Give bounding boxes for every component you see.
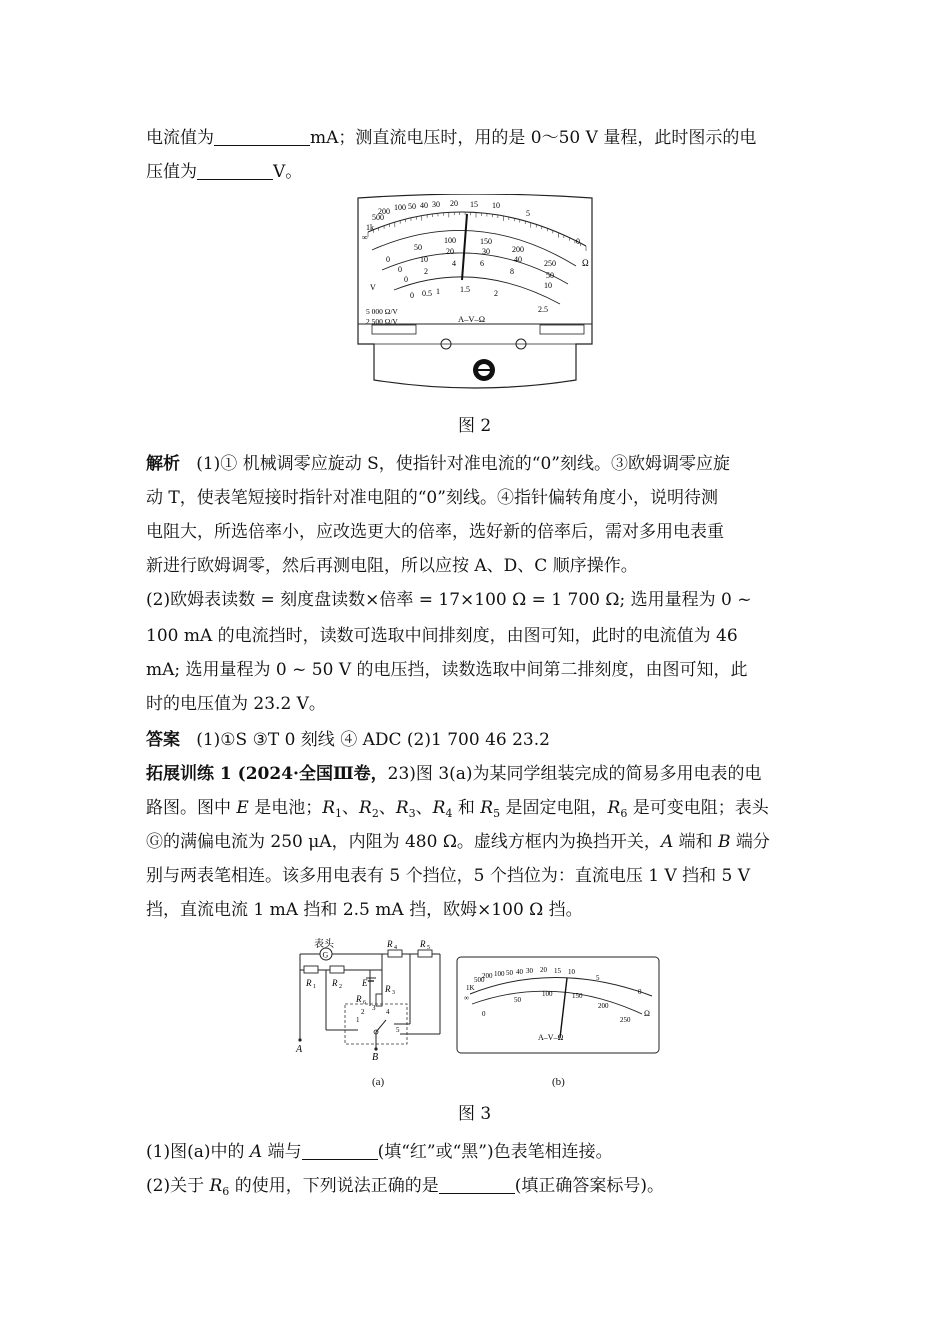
text-line <box>146 126 806 150</box>
svg-text:100: 100 <box>542 990 553 998</box>
terminal-a-label: A <box>296 1044 303 1055</box>
ohm-scale-label: 40 <box>420 201 428 210</box>
svg-text:R: R <box>387 939 393 949</box>
spec-label: 2 500 Ω/V <box>366 317 398 326</box>
scale-label: 30 <box>482 247 490 256</box>
text: 动 T，使表笔短接时指针对准电阻的“0”刻线。④指针偏转角度小，说明待测 <box>146 488 718 508</box>
text-line: 路图。图中 E 是电池；$R_1$、$R_2$、$R_3$、$R_4$ 和 $R_5$ 是固定电阻，$R_6$ 是可变电阻；表头 <box>146 798 769 820</box>
svg-text:2: 2 <box>361 1008 365 1016</box>
svg-text:1K: 1K <box>466 984 475 992</box>
subfigure-caption: (b) <box>552 1076 565 1088</box>
scale-label: 0 <box>404 275 408 284</box>
answer-label: 答案 <box>146 730 180 750</box>
resistor-r4 <box>388 950 402 957</box>
svg-text:5: 5 <box>596 974 600 982</box>
infinity-label: ∞ <box>362 233 368 242</box>
ohm-symbol: Ω <box>582 258 589 268</box>
answer-blank <box>197 161 273 180</box>
text: mA；测直流电压时，用的是 0～50 V 量程，此时图示的电 <box>310 128 757 148</box>
svg-text:3: 3 <box>372 1004 376 1012</box>
ohm-scale-label: 50 <box>408 202 416 211</box>
resistor-r2 <box>330 966 344 973</box>
svg-text:15: 15 <box>554 967 561 975</box>
svg-text:4: 4 <box>386 1008 390 1016</box>
svg-text:3: 3 <box>392 990 395 996</box>
text: 时的电压值为 23.2 V。 <box>146 694 326 714</box>
text: 新进行欧姆调零，然后再测电阻，所以应按 A、D、C 顺序操作。 <box>146 556 638 576</box>
svg-text:1: 1 <box>356 1016 360 1024</box>
text-line <box>146 624 806 648</box>
scale-label: 8 <box>510 267 514 276</box>
svg-text:6: 6 <box>363 1000 366 1006</box>
text: V。 <box>273 162 303 182</box>
meter-label: A–V–Ω <box>538 1033 564 1042</box>
svg-text:R: R <box>332 978 338 988</box>
answer-blank <box>439 1175 515 1194</box>
v-label: V <box>370 283 376 292</box>
svg-text:30: 30 <box>526 967 533 975</box>
ohm-scale-label: 0 <box>576 237 580 246</box>
figure-caption: 图 3 <box>458 1104 492 1124</box>
svg-text:5: 5 <box>427 945 430 951</box>
scale-label: 2 <box>424 267 428 276</box>
text-line <box>146 452 806 476</box>
ohm-scale-label: 15 <box>470 200 478 209</box>
spec-label: 5 000 Ω/V <box>366 307 398 316</box>
text: 别与两表笔相连。该多用电表有 5 个挡位，5 个挡位为：直流电压 1 V 挡和 5 V <box>146 866 751 886</box>
text-line <box>146 864 806 888</box>
svg-text:R: R <box>385 984 391 994</box>
multimeter-dial-figure <box>350 194 600 396</box>
question-1: (1)图(a)中的 A 端与 (填“红”或“黑”)色表笔相连接。 <box>146 1142 613 1162</box>
scale-label: 4 <box>452 259 456 268</box>
ohm-scale-label: 100 <box>394 203 406 212</box>
text-line <box>146 486 806 510</box>
svg-text:200: 200 <box>598 1002 609 1010</box>
text: 压值为 <box>146 162 197 182</box>
text: mA; 选用量程为 0 ~ 50 V 的电压挡，读数选取中间第二排刻度，由图可知，此 <box>146 660 748 680</box>
text-line <box>146 588 806 612</box>
scale-label: 1 <box>436 287 440 296</box>
scale-label: 40 <box>514 255 522 264</box>
scale-label: 50 <box>546 271 554 280</box>
ohm-scale-label: 500 <box>372 213 384 222</box>
text: 100 mA 的电流挡时，读数可选取中间排刻度，由图可知，此时的电流值为 46 <box>146 626 738 646</box>
meter-label: A–V–Ω <box>458 314 486 324</box>
question-2: (2)关于 $R_6$ 的使用，下列说法正确的是 (填正确答案标号)。 <box>146 1176 664 1198</box>
ohm-scale-label: 5 <box>526 209 530 218</box>
text: 电流值为 <box>146 128 214 148</box>
scale-label: 0 <box>410 291 414 300</box>
resistor-r1 <box>304 966 318 973</box>
text-line <box>146 898 806 922</box>
svg-text:100: 100 <box>494 970 505 978</box>
ohm-scale-label: 10 <box>492 201 500 210</box>
scale-label: 250 <box>544 259 556 268</box>
battery-label: E <box>362 978 368 988</box>
scale-label: 2 <box>494 289 498 298</box>
svg-text:R: R <box>356 994 362 1004</box>
svg-text:∞: ∞ <box>464 994 469 1002</box>
text: 23)图 3(a)为某同学组装完成的简易多用电表的电 <box>387 764 762 784</box>
svg-text:Ω: Ω <box>644 1009 650 1018</box>
text-line <box>146 728 806 752</box>
resistor-r5 <box>418 950 432 957</box>
text-line <box>146 762 806 786</box>
ohm-scale-label: 20 <box>450 199 458 208</box>
text: (2)欧姆表读数 = 刻度盘读数×倍率 = 17×100 Ω = 1 700 Ω; 选用量程为 0 ~ <box>146 590 752 610</box>
ohmmeter-dial-figure <box>456 956 660 1054</box>
scale-label: 0 <box>386 255 390 264</box>
scale-label: 2.5 <box>538 305 548 314</box>
scale-label: 50 <box>414 243 422 252</box>
analysis-label: 解析 <box>146 454 180 474</box>
figure-caption: 图 2 <box>458 416 492 436</box>
scale-label: 0.5 <box>422 289 432 298</box>
answer-blank <box>214 127 310 146</box>
text-line <box>146 692 806 716</box>
svg-text:1: 1 <box>313 984 316 990</box>
svg-text:2: 2 <box>339 984 342 990</box>
svg-text:10: 10 <box>568 968 575 976</box>
text-line <box>146 160 806 184</box>
svg-text:G: G <box>322 950 329 960</box>
text: 电阻大，所选倍率小，应改选更大的倍率，选好新的倍率后，需对多用电表重 <box>146 522 724 542</box>
svg-text:200: 200 <box>482 972 493 980</box>
text-line <box>146 554 806 578</box>
text-line: Ⓖ的满偏电流为 250 μA，内阻为 480 Ω。虚线方框内为换挡开关，A 端和 B 端分 <box>146 832 770 852</box>
svg-text:5: 5 <box>396 1026 400 1034</box>
svg-text:250: 250 <box>620 1016 631 1024</box>
svg-text:500: 500 <box>474 976 485 984</box>
subfigure-caption: (a) <box>372 1076 385 1088</box>
svg-text:50: 50 <box>506 969 513 977</box>
svg-text:50: 50 <box>514 996 521 1004</box>
scale-label: 1.5 <box>460 285 470 294</box>
text-line <box>146 658 806 682</box>
head-label: 表头 <box>314 939 334 950</box>
scale-label: 6 <box>480 259 484 268</box>
scale-label: 200 <box>512 245 524 254</box>
svg-text:4: 4 <box>394 945 397 951</box>
extension-label: 拓展训练 1 (2024·全国Ⅲ卷， <box>146 764 388 784</box>
svg-text:20: 20 <box>540 966 547 974</box>
circuit-diagram <box>290 934 450 1064</box>
ohm-scale-label: 200 <box>378 207 390 216</box>
scale-label: 10 <box>544 281 552 290</box>
ohm-scale-label: 30 <box>432 200 440 209</box>
svg-text:40: 40 <box>516 968 523 976</box>
svg-text:0: 0 <box>482 1010 486 1018</box>
text: (1)① 机械调零应旋动 S，使指针对准电流的“0”刻线。③欧姆调零应旋 <box>196 454 730 474</box>
svg-text:150: 150 <box>572 992 583 1000</box>
scale-label: 150 <box>480 237 492 246</box>
terminal-b-label: B <box>372 1052 379 1063</box>
svg-text:R: R <box>420 939 426 949</box>
answer-blank <box>302 1141 378 1160</box>
scale-label: 20 <box>446 247 454 256</box>
text-line <box>146 520 806 544</box>
svg-text:0: 0 <box>638 988 642 996</box>
scale-label: 100 <box>444 236 456 245</box>
ohm-scale-label: 1k <box>366 223 374 232</box>
scale-label: 10 <box>420 255 428 264</box>
text: 挡，直流电流 1 mA 挡和 2.5 mA 挡，欧姆×100 Ω 挡。 <box>146 900 583 920</box>
scale-label: 0 <box>398 265 402 274</box>
answer-text: (1)①S ③T 0 刻线 ④ ADC (2)1 700 46 23.2 <box>196 730 550 750</box>
svg-text:R: R <box>306 978 312 988</box>
